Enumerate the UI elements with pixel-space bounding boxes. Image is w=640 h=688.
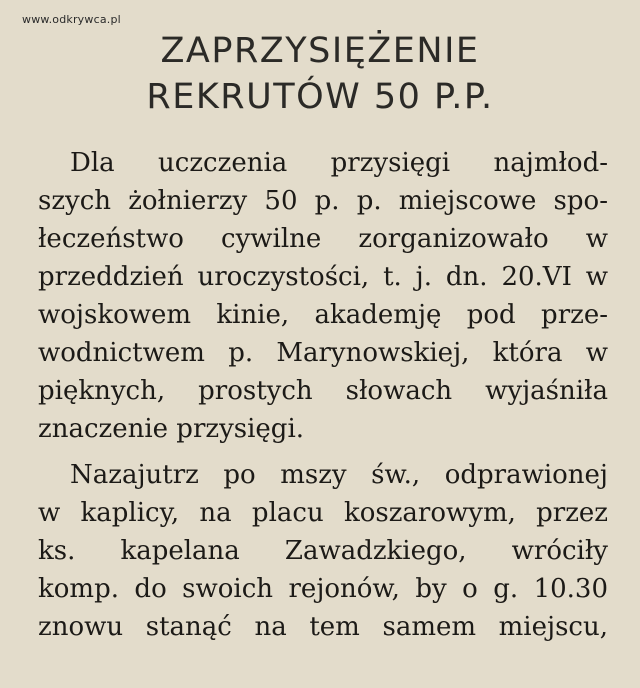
text-line: Nazajutrz po mszy św., odprawionej	[70, 460, 608, 490]
article-title-line-2: REKRUTÓW 50 P.P.	[146, 77, 494, 117]
watermark-text: www.odkrywca.pl	[22, 13, 121, 26]
text-line: wodnictwem p. Marynowskiej, która w	[38, 338, 608, 368]
text-line: znaczenie przysięgi.	[38, 414, 305, 444]
paragraph-1	[38, 144, 608, 448]
text-line: w kaplicy, na placu koszarowym, przez	[38, 498, 608, 528]
text-line: Dla uczczenia przysięgi najmłod-	[70, 148, 608, 178]
article-title-line-1: ZAPRZYSIĘŻENIE	[160, 31, 480, 71]
text-line: łeczeństwo cywilne zorganizowało w	[38, 224, 608, 254]
paragraph-2	[38, 456, 608, 646]
text-line: znowu stanąć na tem samem miejscu,	[38, 612, 608, 642]
text-line: szych żołnierzy 50 p. p. miejscowe spo-	[38, 186, 608, 216]
text-line: wojskowem kinie, akademję pod prze-	[38, 300, 608, 330]
text-line: ks. kapelana Zawadzkiego, wróciły	[38, 536, 608, 566]
text-line: komp. do swoich rejonów, by o g. 10.30	[38, 574, 608, 604]
text-line: przeddzień uroczystości, t. j. dn. 20.VI w	[38, 262, 608, 292]
text-line: pięknych, prostych słowach wyjaśniła	[38, 376, 608, 406]
